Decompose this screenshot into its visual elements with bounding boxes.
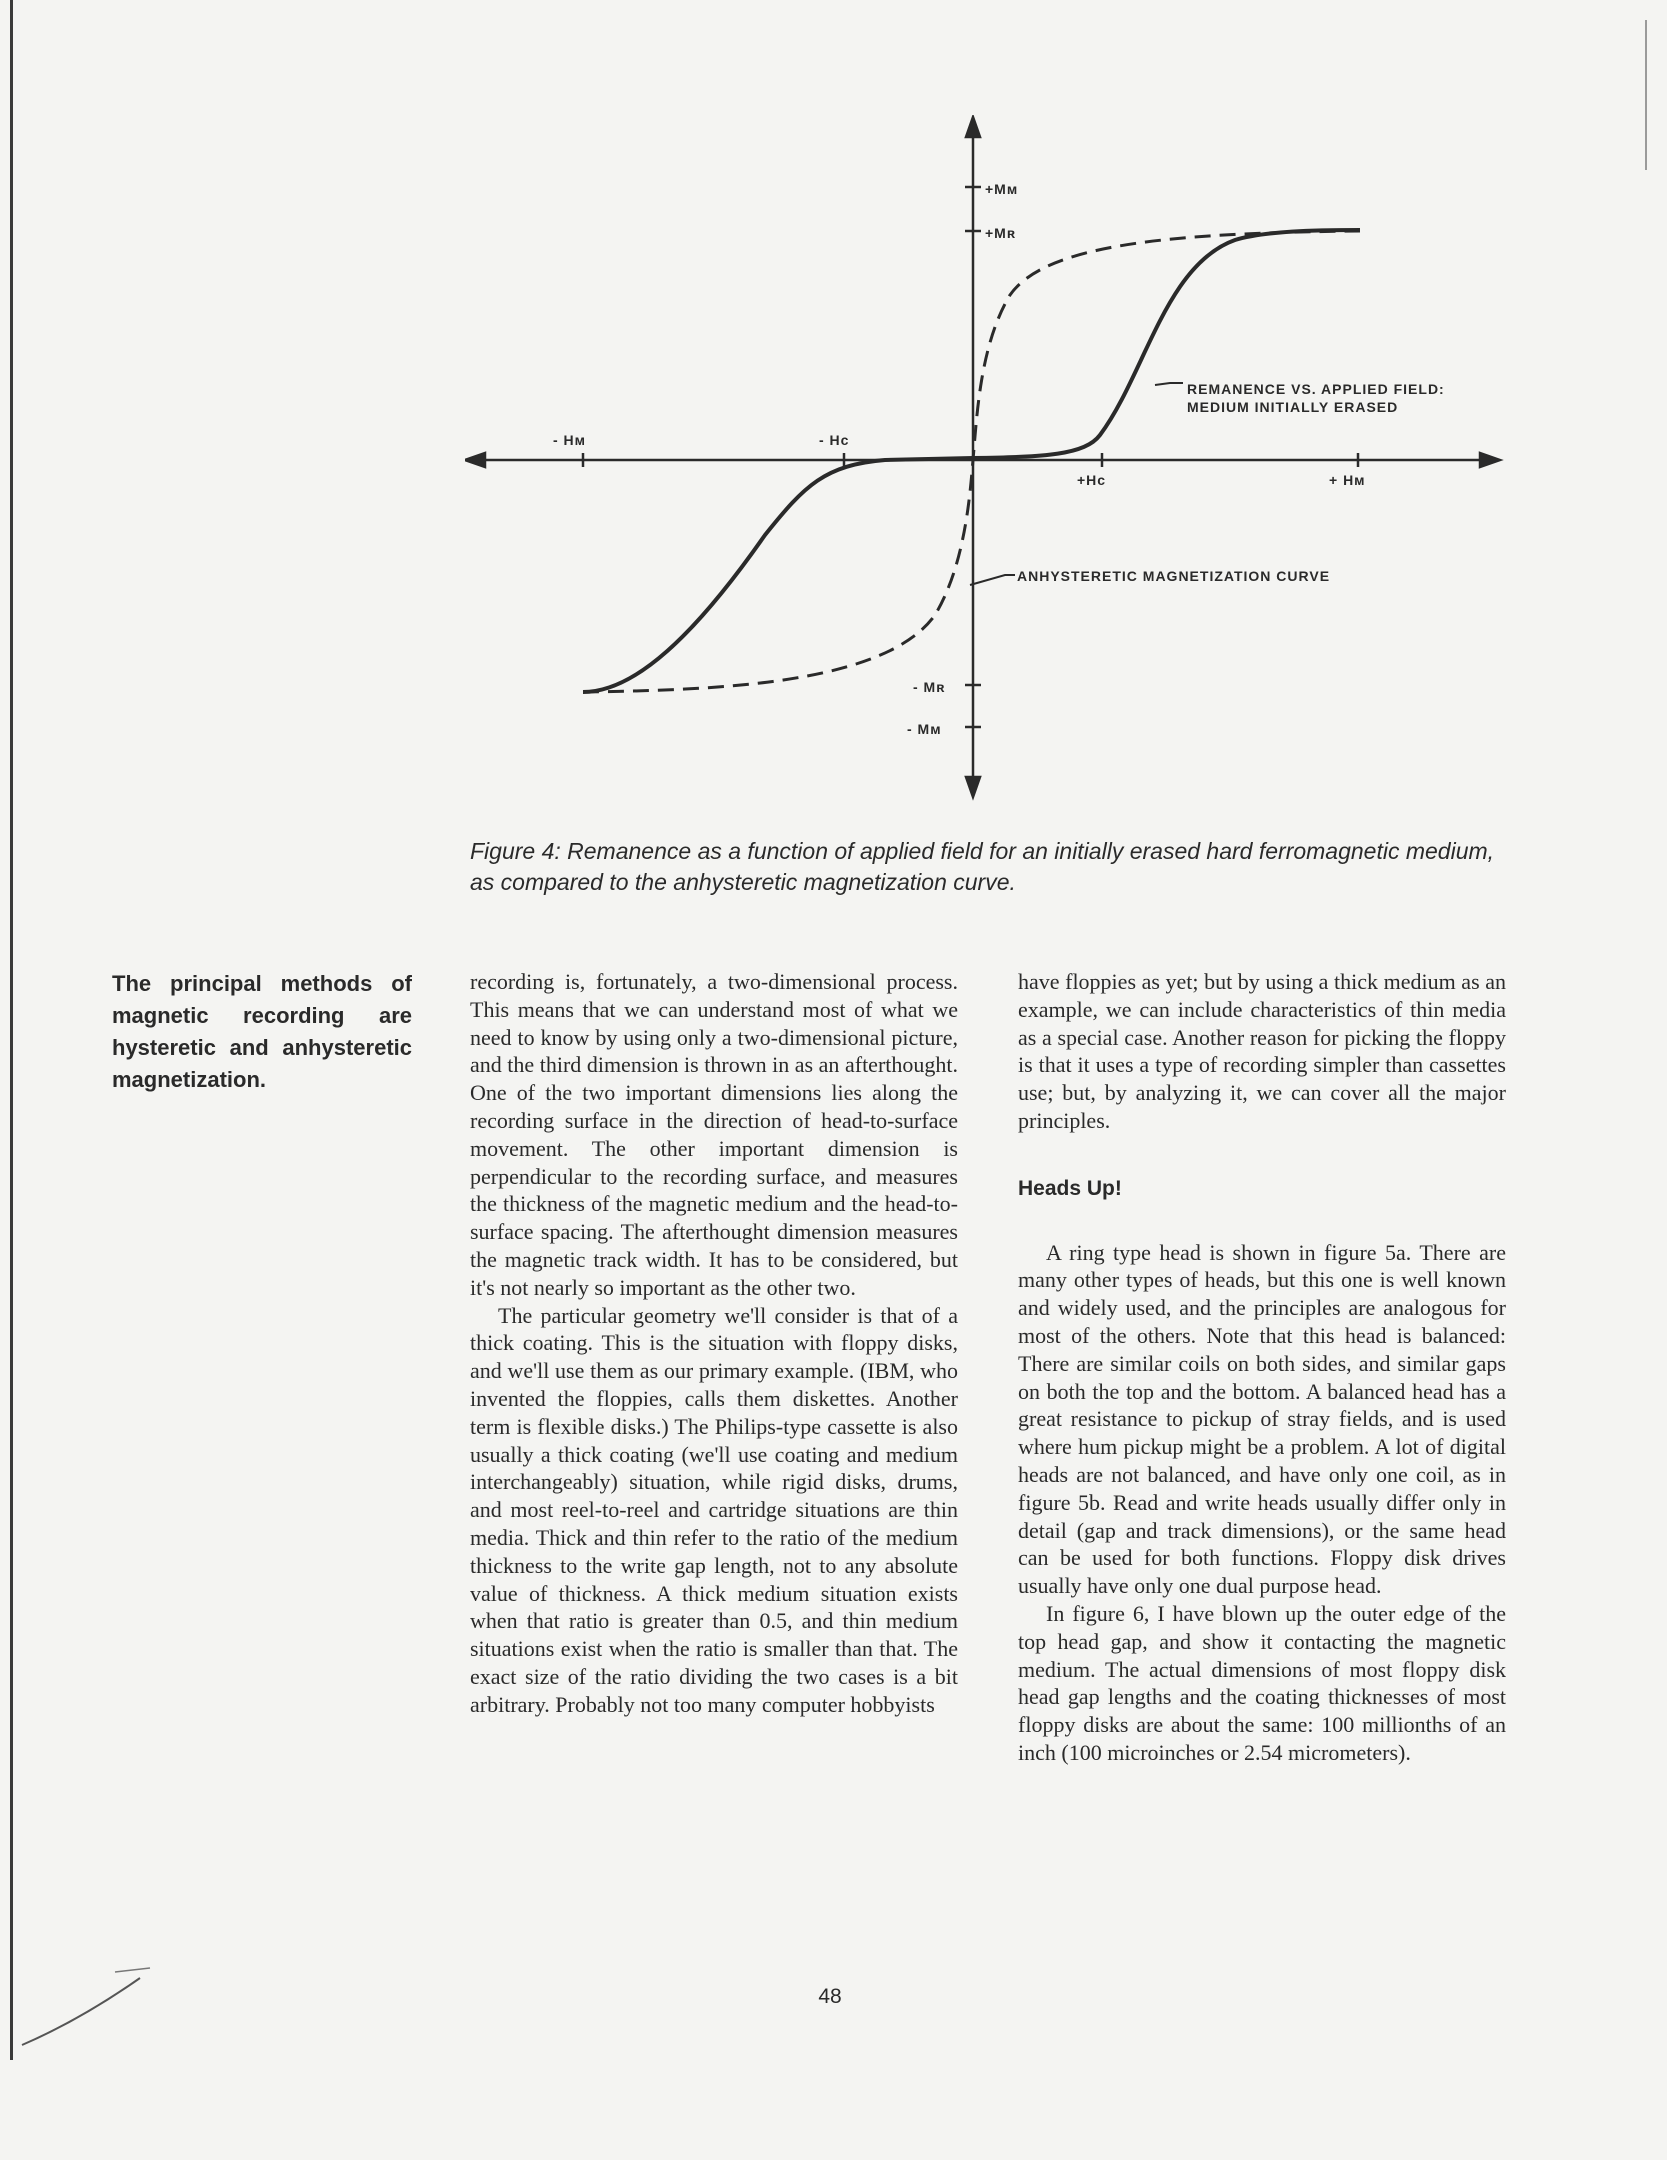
section-heading: Heads Up!	[1018, 1176, 1122, 1200]
page-number: 48	[818, 1985, 842, 2008]
label-remanence-line1: REMANENCE VS. APPLIED FIELD:	[1187, 381, 1445, 397]
paragraph: In figure 6, I have blown up the outer edge of the top head gap, and show it contacting the magnetic medium. The actual dimensions of most floppy disk head gap lengths and the coating thicknesses of most floppy disks are about the same: 100 millionths of an inch (100 microinches or 2.54 micrometers).	[1018, 1600, 1506, 1765]
figure-caption: Figure 4: Remanence as a function of applied field for an initially erased hard ferromagnetic medium, as compared to the anhysteretic magnetization curve.	[470, 838, 1495, 895]
page-right-edge	[1645, 20, 1647, 170]
remanence-leader	[1155, 383, 1183, 385]
anhysteretic-leader	[970, 575, 1015, 585]
label-minus-mm: - Mᴍ	[907, 721, 942, 737]
label-minus-mr: - Mʀ	[913, 679, 946, 695]
page-left-edge	[10, 0, 13, 2060]
paragraph: A ring type head is shown in figure 5a. There are many other types of heads, but this one is well known and widely used, and the principles are analogous for most of the others. Note that this head is balanced: There are similar coils on both sides, and similar gaps on both the top and the bottom. A balanced head has a great resistance to pickup of stray fields, and is used where hum pickup might be a problem. A lot of digital heads are not balanced, and have only one coil, as in figure 5b. Read and write heads usually differ only in detail (gap and track dimensions), or the same head can be used for both functions. Floppy disk drives usually have only one dual purpose head.	[1018, 1239, 1506, 1599]
paragraph: recording is, fortunately, a two-dimensional process. This means that we can understand most of what we need to know by using only a two-dimensional picture, and the third dimension is thrown in as an afterthought. One of the two important dimensions lies along the recording surface in the direction of head-to-surface movement. The other important dimension is perpendicular to the recording surface, and measures the thickness of the magnetic medium and the head-to-surface spacing. The afterthought dimension measures the magnetic track width. It has to be considered, but it's not nearly so important as the other two.	[470, 969, 958, 1300]
label-minus-hc: - Hc	[819, 432, 850, 448]
label-minus-hm: - Hᴍ	[553, 432, 587, 448]
paragraph: have floppies as yet; but by using a thick medium as an example, we can include characteristics of thin media as a special case. Another reason for picking the floppy is that it uses a type of recording simpler than cassettes use; but, by analyzing it, we can cover all the major principles.	[1018, 969, 1506, 1133]
text-column-2	[1018, 968, 1506, 1767]
text-column-1	[470, 968, 958, 1719]
label-plus-mm: +Mᴍ	[985, 181, 1019, 197]
label-remanence-line2: MEDIUM INITIALLY ERASED	[1187, 399, 1399, 415]
pull-quote: The principal methods of magnetic recording are hysteretic and anhysteretic magnetization.	[112, 971, 412, 1092]
label-plus-mr: +Mʀ	[985, 225, 1017, 241]
label-anhysteretic: ANHYSTERETIC MAGNETIZATION CURVE	[1017, 568, 1331, 584]
label-plus-hc: +Hc	[1077, 472, 1107, 488]
hysteresis-figure	[465, 115, 1515, 805]
pencil-mark	[20, 1960, 160, 2050]
paragraph: The particular geometry we'll consider is that of a thick coating. This is the situation with floppy disks, and we'll use them as our primary example. (IBM, who invented the floppies, calls them diskettes. Another term is flexible disks.) The Philips-type cassette is also usually a thick coating (we'll use coating and medium interchangeably) situation, while rigid disks, drums, and most reel-to-reel and cartridge situations are thin media. Thick and thin refer to the ratio of the medium thickness to the write gap length, not to any absolute value of thickness. A thick medium situation exists when that ratio is greater than 0.5, and thin medium situations exist when the ratio is smaller than that. The exact size of the ratio dividing the two cases is a bit arbitrary. Probably not too many computer hobbyists	[470, 1302, 958, 1717]
anhysteretic-curve	[583, 231, 1360, 692]
label-plus-hm: + Hᴍ	[1329, 472, 1366, 488]
